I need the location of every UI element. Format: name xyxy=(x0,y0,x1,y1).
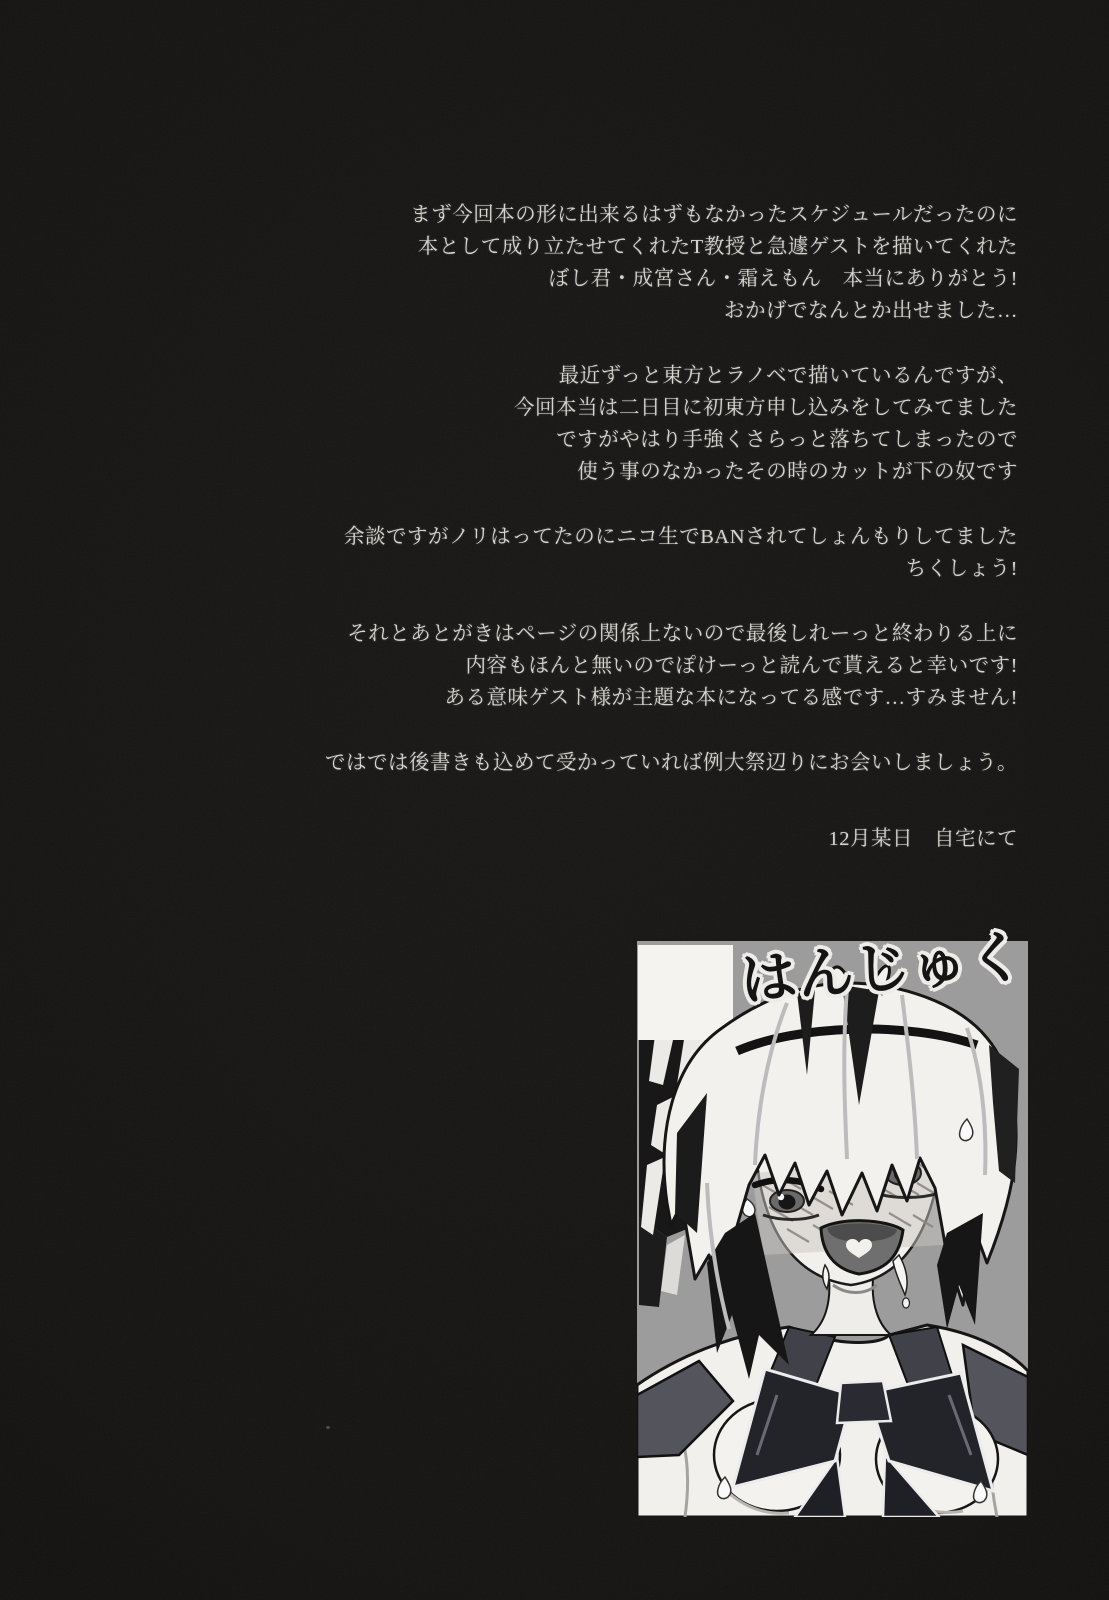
afterword-line: それとあとがきはページの関係上ないので最後しれーっと終わりる上に xyxy=(347,623,1018,645)
afterword-line: ちくしょう! xyxy=(905,558,1018,580)
afterword-paragraph xyxy=(278,199,1018,327)
afterword-line: 余談ですがノリはってたのにニコ生でBANされてしょんもりしてました xyxy=(344,526,1018,548)
afterword-line: おかげでなんとか出せました… xyxy=(724,300,1018,322)
afterword-paragraph xyxy=(278,618,1018,714)
afterword-paragraph xyxy=(278,747,1018,779)
afterword-line: まず今回本の形に出来るはずもなかったスケジュールだったのに xyxy=(410,204,1018,226)
afterword-line: 本として成り立たせてくれたT教授と急遽ゲストを描いてくれた xyxy=(417,236,1018,258)
white-corner-box xyxy=(638,945,733,1040)
scan-dust-speck xyxy=(326,1426,330,1429)
unused-cut-illustration xyxy=(637,924,1028,1517)
illustration-canvas xyxy=(637,933,1028,1517)
afterword-line: ですがやはり手強くさらっと落ちてしまったので xyxy=(556,429,1018,451)
afterword-line: 内容もほんと無いのでぽけーっと読んで貰えると幸いです! xyxy=(465,655,1018,677)
illustration-caption: はんじゅく xyxy=(738,924,1028,1014)
afterword-line: ではでは後書きも込めて受かっていれば例大祭辺りにお会いしましょう。 xyxy=(325,752,1018,774)
afterword-paragraph xyxy=(278,521,1018,585)
afterword-paragraph xyxy=(278,360,1018,488)
afterword-line: 今回本当は二日目に初東方申し込みをしてみてました xyxy=(514,397,1018,419)
afterword-line: 使う事のなかったその時のカットが下の奴です xyxy=(577,461,1018,483)
afterword-line: 最近ずっと東方とラノベで描いているんですが、 xyxy=(558,365,1018,387)
afterword-paragraphs xyxy=(278,199,1018,779)
afterword-signoff: 12月某日 自宅にて xyxy=(828,828,1018,850)
afterword-line: ある意味ゲスト様が主題な本になってる感です…すみません! xyxy=(444,687,1018,709)
afterword-text xyxy=(278,199,1018,855)
afterword-line: ぼし君・成宮さん・霜えもん 本当にありがとう! xyxy=(548,268,1018,290)
